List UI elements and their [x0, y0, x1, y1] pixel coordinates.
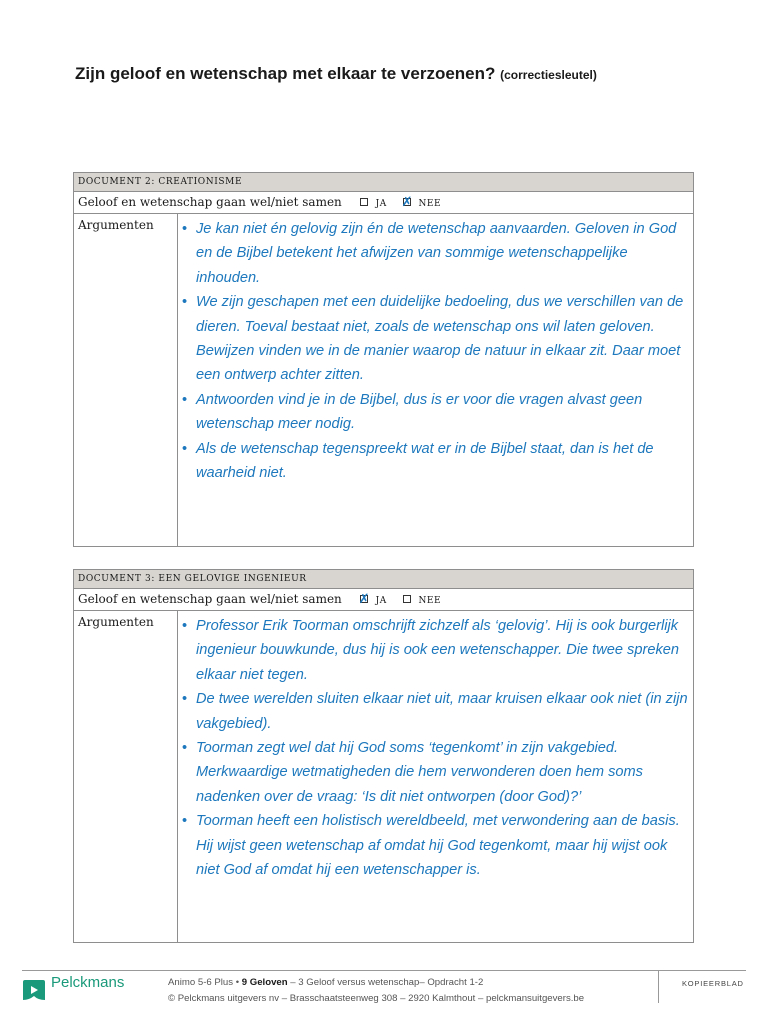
argument-item: • Toorman zegt wel dat hij God soms ‘tegenkomt’ in zijn vakgebied. Merkwaardige wetmatigheden die hem verwonderen doen hem soms nadenken over de vraag: ‘Is dit niet ontworpen (door God)?’: [182, 736, 693, 809]
argument-item: • Antwoorden vind je in de Bijbel, dus is er voor die vragen alvast geen wetenschap meer nodig.: [182, 388, 693, 437]
question-label: Geloof en wetenschap gaan wel/niet samen: [78, 195, 342, 209]
footer-copyright: © Pelckmans uitgevers nv – Brasschaatsteenweg 308 – 2920 Kalmthout – pelckmansuitgevers.be: [168, 993, 585, 1004]
document-3-table: [73, 569, 694, 943]
footer-meta: [168, 975, 584, 1007]
argument-item: • Toorman heeft een holistisch wereldbeeld, met verwondering aan de basis. Hij wijst geen wetenschap af omdat hij God tegenkomt, maar hij wijst ook niet God af omdat hij een wetenschapper is.: [182, 809, 693, 882]
argument-item: • De twee werelden sluiten elkaar niet uit, maar kruisen elkaar ook niet (in zijn vakgebied).: [182, 687, 693, 736]
footer-lesson: – 3 Geloof versus wetenschap– Opdracht 1-2: [290, 977, 484, 988]
checkbox-icon[interactable]: [360, 198, 368, 206]
option-label: NEE: [418, 596, 442, 606]
option-nee[interactable]: [403, 591, 442, 612]
option-nee[interactable]: [403, 194, 442, 215]
footer-divider: [22, 970, 746, 971]
option-label: JA: [375, 199, 387, 209]
document-header: DOCUMENT 2: CREATIONISME: [74, 173, 693, 192]
brand-name: Pelckmans: [51, 974, 125, 991]
checked-box-icon[interactable]: [360, 595, 368, 603]
document-2-table: [73, 172, 694, 547]
arguments-list: [178, 611, 693, 942]
argument-item: • Professor Erik Toorman omschrijft zichzelf als ‘gelovig’. Hij is ook burgerlijk ingenieur bouwkunde, dus hij is ook een wetenschapper. Die twee spreken elkaar niet tegen.: [182, 614, 693, 687]
question-label: Geloof en wetenschap gaan wel/niet samen: [78, 592, 342, 606]
title-main: Zijn geloof en wetenschap met elkaar te verzoenen?: [75, 64, 496, 83]
footer-course: Animo 5-6 Plus •: [168, 977, 240, 988]
option-label: JA: [375, 596, 387, 606]
arguments-label: Argumenten: [74, 214, 178, 546]
footer-chapter: 9 Geloven: [241, 977, 288, 988]
argument-item: • Als de wetenschap tegenspreekt wat er in de Bijbel staat, dan is het de waarheid niet.: [182, 437, 693, 486]
arguments-row: [74, 611, 693, 942]
checkbox-icon[interactable]: [403, 595, 411, 603]
question-row: [74, 192, 693, 214]
option-ja[interactable]: [360, 591, 387, 612]
page-title: [75, 64, 597, 84]
footer-course-line: [168, 975, 584, 991]
kopieerblad-tag: KOPIEERBLAD: [682, 979, 744, 988]
argument-item: • Je kan niet én gelovig zijn én de wetenschap aanvaarden. Geloven in God en de Bijbel betekent het afwijzen van sommige wetenschappelijke inhouden.: [182, 217, 693, 290]
document-header: DOCUMENT 3: EEN GELOVIGE INGENIEUR: [74, 570, 693, 589]
footer-vertical-divider: [658, 970, 659, 1003]
argument-item: • We zijn geschapen met een duidelijke bedoeling, dus we verschillen van de dieren. Toeval bestaat niet, zoals de wetenschap ons wil laten geloven. Bewijzen vinden we in de manier waarop de natuur in elkaar zit. Daar moet een ontwerp achter zitten.: [182, 290, 693, 388]
pelckmans-logo-icon: [22, 978, 46, 1002]
arguments-label: Argumenten: [74, 611, 178, 942]
checked-box-icon[interactable]: [403, 198, 411, 206]
option-ja[interactable]: [360, 194, 387, 215]
question-row: [74, 589, 693, 611]
title-sub: (correctiesleutel): [500, 68, 597, 82]
option-label: NEE: [418, 199, 442, 209]
page-footer: [22, 970, 746, 1010]
arguments-list: [178, 214, 693, 546]
arguments-row: [74, 214, 693, 546]
